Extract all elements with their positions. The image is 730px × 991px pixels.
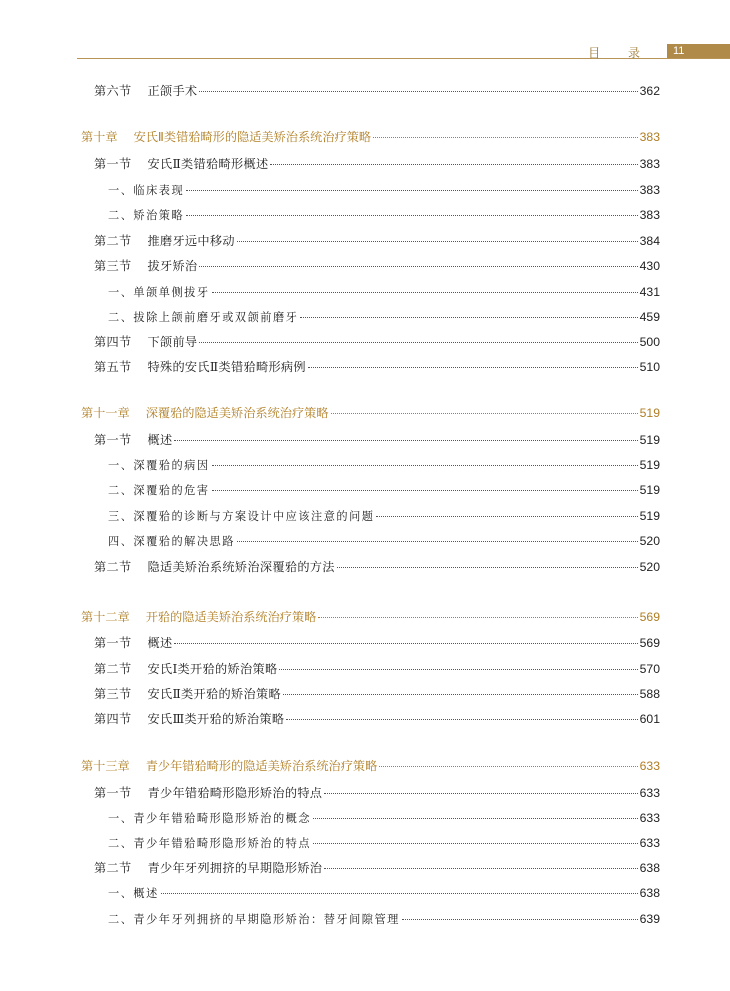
toc-entry-title: 四、深覆𬌗的解决思路 [108,535,235,548]
toc-entry-title: 一、单颌单侧拔牙 [108,286,210,299]
toc-page-number: 519 [639,509,660,523]
toc-entry-title: 深覆𬌗的隐适美矫治系统治疗策略 [145,406,329,420]
toc-entry-label [108,508,374,526]
toc-page-number: 519 [639,433,660,447]
toc-section-row[interactable] [94,710,660,728]
toc-entry-title: 概述 [147,433,173,447]
toc-page-number: 362 [639,84,660,98]
toc-entry-number: 第十一章 [81,406,130,420]
toc-item-row[interactable] [108,206,660,224]
dot-leader [331,412,638,414]
toc-entry-number: 第一节 [94,433,132,447]
toc-entry-label [94,155,268,173]
toc-entry-label [94,257,197,275]
toc-entry-label [81,608,316,626]
toc-entry-title: 隐适美矫治系统矫治深覆𬌗的方法 [147,560,335,574]
toc-entry-number: 第一节 [94,157,132,171]
toc-entry-number: 第二节 [94,234,132,248]
dot-leader [373,136,638,138]
toc-entry-number: 第二节 [94,662,132,676]
toc-entry-title: 正颌手术 [147,84,198,98]
toc-entry-label [94,634,172,652]
toc-entry-title: 青少年错𬌗畸形隐形矫治的特点 [147,786,323,800]
dot-leader [186,189,638,191]
toc-page-number: 430 [639,259,660,273]
dot-leader [212,489,638,491]
toc-section-row[interactable] [94,358,660,376]
toc-page-number: 520 [639,534,660,548]
toc-item-row[interactable] [108,809,660,827]
dot-leader [270,163,637,165]
toc-section-row[interactable] [94,155,660,173]
dot-leader [199,265,637,267]
dot-leader [237,240,638,242]
toc-entry-label [94,784,322,802]
toc-item-row[interactable] [108,181,660,199]
dot-leader [199,341,637,343]
toc-entry-title: 开𬌗的隐适美矫治系统治疗策略 [145,610,317,624]
toc-entry-label [108,182,184,200]
toc-page-number: 383 [639,208,660,222]
dot-leader [286,718,637,720]
toc-entry-number: 第一节 [94,636,132,650]
toc-page-number: 570 [639,662,660,676]
toc-chapter-row[interactable] [81,757,660,775]
toc-entry-label [81,404,329,422]
toc-entry-title: 特殊的安氏Ⅱ类错𬌗畸形病例 [147,360,306,374]
dot-leader [313,842,638,844]
page-number-tab: 11 [667,44,730,58]
toc-page-number: 639 [639,912,660,926]
toc-entry-label [108,835,311,853]
toc-entry-number: 第四节 [94,335,132,349]
dot-leader [308,366,638,368]
toc-entry-number: 第六节 [94,84,132,98]
toc-item-row[interactable] [108,456,660,474]
dot-leader [313,817,638,819]
toc-section-row[interactable] [94,82,660,100]
toc-entry-label [94,859,322,877]
toc-entry-label [108,284,210,302]
toc-page-number: 383 [639,130,660,144]
toc-page-number: 633 [639,759,660,773]
toc-item-row[interactable] [108,910,660,928]
toc-page-number: 520 [639,560,660,574]
toc-section-row[interactable] [94,859,660,877]
toc-entry-label [94,558,335,576]
toc-page-number: 384 [639,234,660,248]
toc-entry-number: 第三节 [94,259,132,273]
toc-entry-number: 第十章 [81,130,118,144]
dot-leader [337,566,638,568]
toc-section-row[interactable] [94,784,660,802]
toc-entry-number: 第十三章 [81,759,130,773]
toc-page-number: 519 [639,406,660,420]
toc-entry-number: 第十二章 [81,610,130,624]
toc-page-number: 519 [639,483,660,497]
toc-page-number: 383 [639,157,660,171]
dot-leader [324,792,637,794]
toc-entry-number: 第二节 [94,560,132,574]
toc-entry-title: 拔牙矫治 [147,259,198,273]
toc-entry-title: 安氏Ⅰ类开𬌗的矫治策略 [147,662,278,676]
toc-chapter-row[interactable] [81,404,660,422]
toc-entry-title: 概述 [147,636,173,650]
toc-page-number: 633 [639,811,660,825]
toc-entry-label [94,358,306,376]
toc-entry-title: 一、临床表现 [108,184,185,197]
toc-entry-title: 一、青少年错𬌗畸形隐形矫治的概念 [108,812,312,825]
toc-item-row[interactable] [108,532,660,550]
toc-section-row[interactable] [94,333,660,351]
toc-entry-label [94,232,235,250]
toc-entry-title: 二、矫治策略 [108,209,185,222]
dot-leader [161,892,638,894]
toc-entry-label [108,457,210,475]
toc-entry-label [108,207,184,225]
toc-entry-title: 二、青少年牙列拥挤的早期隐形矫治：替牙间隙管理 [108,913,400,926]
toc-entry-title: 安氏Ⅲ类开𬌗的矫治策略 [147,712,285,726]
toc-entry-number: 第二节 [94,861,132,875]
toc-entry-label [94,82,197,100]
toc-entry-title: 下颌前导 [147,335,198,349]
toc-section-row[interactable] [94,634,660,652]
toc-page-number: 638 [639,861,660,875]
toc-entry-label [94,710,284,728]
toc-entry-title: 青少年错𬌗畸形的隐适美矫治系统治疗策略 [145,759,378,773]
toc-entry-label [108,885,159,903]
toc-item-row[interactable] [108,507,660,525]
toc-page-number: 569 [639,636,660,650]
toc-entry-label [81,757,377,775]
toc-entry-label [94,660,277,678]
toc-entry-label [94,333,197,351]
toc-entry-label [81,128,371,146]
toc-page-number: 519 [639,458,660,472]
toc-entry-title: 安氏Ⅱ类错𬌗畸形的隐适美矫治系统治疗策略 [133,130,372,144]
toc-page-number: 633 [639,786,660,800]
dot-leader [174,439,637,441]
toc-entry-number: 第五节 [94,360,132,374]
dot-leader [279,668,637,670]
toc-page-number: 569 [639,610,660,624]
toc-entry-label [108,482,210,500]
toc-section-row[interactable] [94,431,660,449]
toc-chapter-row[interactable] [81,608,660,626]
dot-leader [174,642,637,644]
toc-entry-number: 第四节 [94,712,132,726]
toc-entry-label [94,431,172,449]
toc-page-number: 633 [639,836,660,850]
toc-section-row[interactable] [94,685,660,703]
toc-entry-number: 第三节 [94,687,132,701]
toc-entry-title: 推磨牙远中移动 [147,234,235,248]
toc-page-number: 601 [639,712,660,726]
toc-section-row[interactable] [94,232,660,250]
toc-item-row[interactable] [108,884,660,902]
toc-page-number: 383 [639,183,660,197]
toc-entry-label [108,810,311,828]
toc-page-number: 500 [639,335,660,349]
toc-chapter-row[interactable] [81,128,660,146]
dot-leader [186,214,638,216]
dot-leader [199,90,637,92]
toc-entry-title: 安氏Ⅱ类错𬌗畸形概述 [147,157,269,171]
toc-entry-label [108,309,298,327]
dot-leader [300,316,637,318]
toc-item-row[interactable] [108,834,660,852]
toc-entry-title: 一、深覆𬌗的病因 [108,459,210,472]
toc-section-row[interactable] [94,257,660,275]
toc-item-row[interactable] [108,308,660,326]
dot-leader [318,616,637,618]
dot-leader [283,693,638,695]
toc-entry-label [94,685,281,703]
toc-entry-title: 安氏Ⅱ类开𬌗的矫治策略 [147,687,281,701]
dot-leader [379,765,637,767]
toc-page-number: 431 [639,285,660,299]
dot-leader [324,867,637,869]
toc-page-number: 459 [639,310,660,324]
toc-page-number: 588 [639,687,660,701]
toc-section-row[interactable] [94,660,660,678]
dot-leader [212,464,638,466]
dot-leader [237,540,638,542]
dot-leader [402,918,638,920]
toc-entry-title: 二、青少年错𬌗畸形隐形矫治的特点 [108,837,312,850]
dot-leader [376,515,637,517]
toc-entry-label [108,911,400,929]
toc-page-number: 638 [639,886,660,900]
toc-item-row[interactable] [108,283,660,301]
toc-page-number: 510 [639,360,660,374]
toc-entry-title: 一、概述 [108,887,159,900]
toc-section-row[interactable] [94,558,660,576]
toc-entry-title: 二、拔除上颌前磨牙或双颌前磨牙 [108,311,299,324]
toc-entry-title: 三、深覆𬌗的诊断与方案设计中应该注意的问题 [108,510,375,523]
toc-item-row[interactable] [108,481,660,499]
toc-entry-title: 青少年牙列拥挤的早期隐形矫治 [147,861,323,875]
header-title: 目 录 [588,46,652,60]
toc-entry-label [108,533,235,551]
dot-leader [212,291,638,293]
toc-entry-number: 第一节 [94,786,132,800]
toc-entry-title: 二、深覆𬌗的危害 [108,484,210,497]
